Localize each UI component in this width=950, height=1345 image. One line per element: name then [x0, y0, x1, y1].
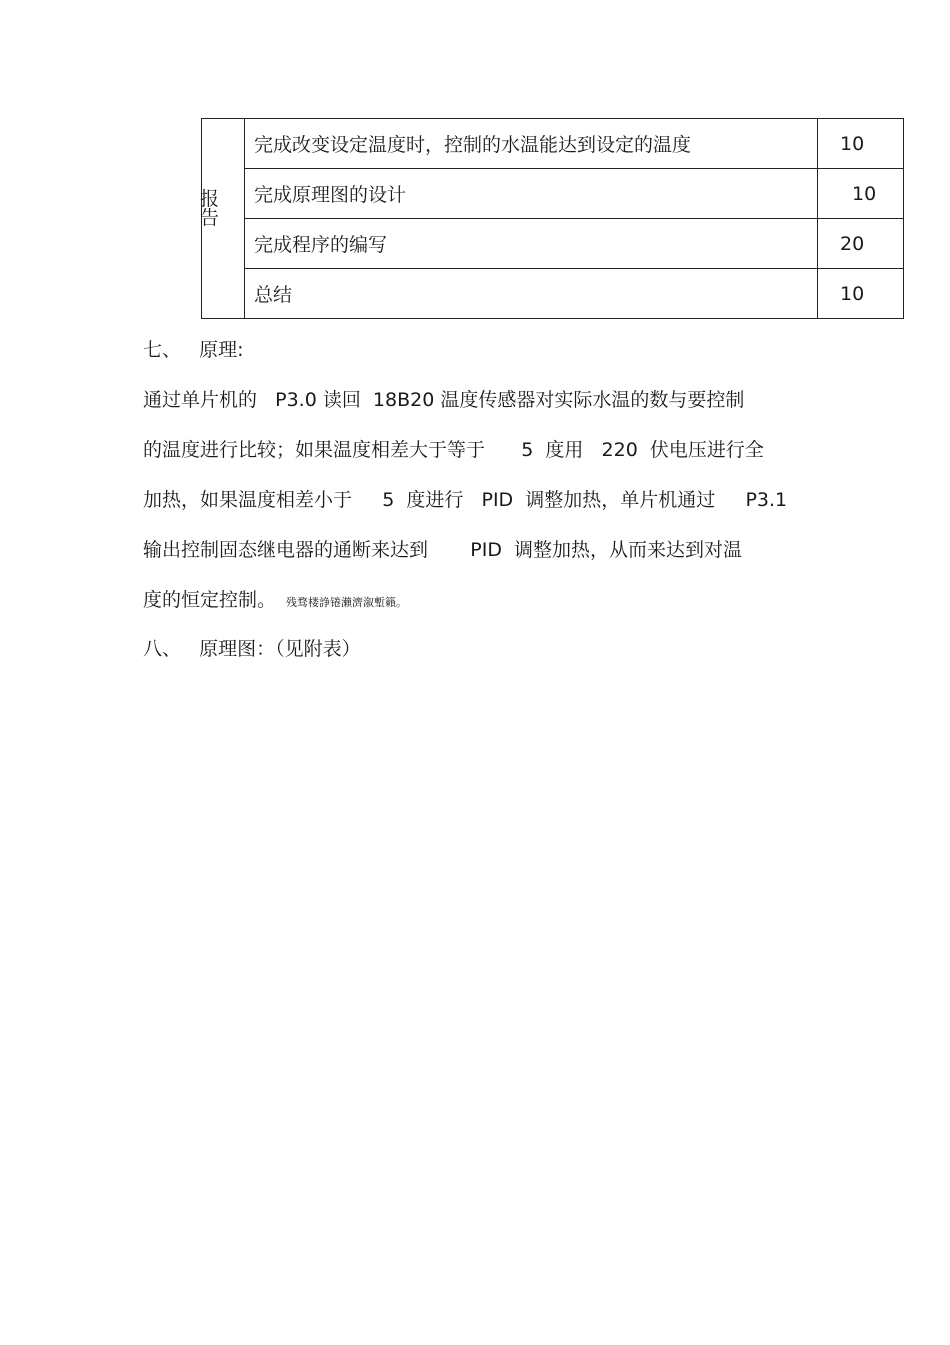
score-cell: 10	[818, 269, 904, 319]
score-cell: 20	[818, 219, 904, 269]
small-note: 残骛楼諍锩瀨濟溆塹籟。	[286, 596, 408, 609]
paragraph-line: 通过单片机的 P3.0 读回 18B20 温度传感器对实际水温的数与要控制	[143, 389, 745, 411]
paragraph-last-line	[143, 585, 407, 612]
paragraph-line: 的温度进行比较；如果温度相差大于等于 5 度用 220 伏电压进行全	[143, 439, 764, 461]
item-cell: 完成改变设定温度时，控制的水温能达到设定的温度	[245, 119, 818, 169]
table-row	[202, 269, 904, 319]
item-cell: 总结	[245, 269, 818, 319]
score-table	[201, 118, 904, 319]
paragraph-line: 输出控制固态继电器的通断来达到 PID 调整加热，从而来达到对温	[143, 539, 743, 561]
section8-heading: 八、 原理图：（见附表）	[143, 638, 361, 660]
section7-heading: 七、 原理:	[143, 339, 244, 361]
table-row	[202, 169, 904, 219]
paragraph-line: 加热，如果温度相差小于 5 度进行 PID 调整加热，单片机通过 P3.1	[143, 489, 788, 511]
category-label: 报告	[200, 187, 220, 229]
paragraph-line: 度的恒定控制。	[143, 589, 277, 611]
item-cell: 完成原理图的设计	[245, 169, 818, 219]
table-row	[202, 119, 904, 169]
category-cell	[202, 119, 245, 319]
score-cell: 10	[818, 119, 904, 169]
item-cell: 完成程序的编写	[245, 219, 818, 269]
table-row	[202, 219, 904, 269]
score-cell: 10	[818, 169, 904, 219]
